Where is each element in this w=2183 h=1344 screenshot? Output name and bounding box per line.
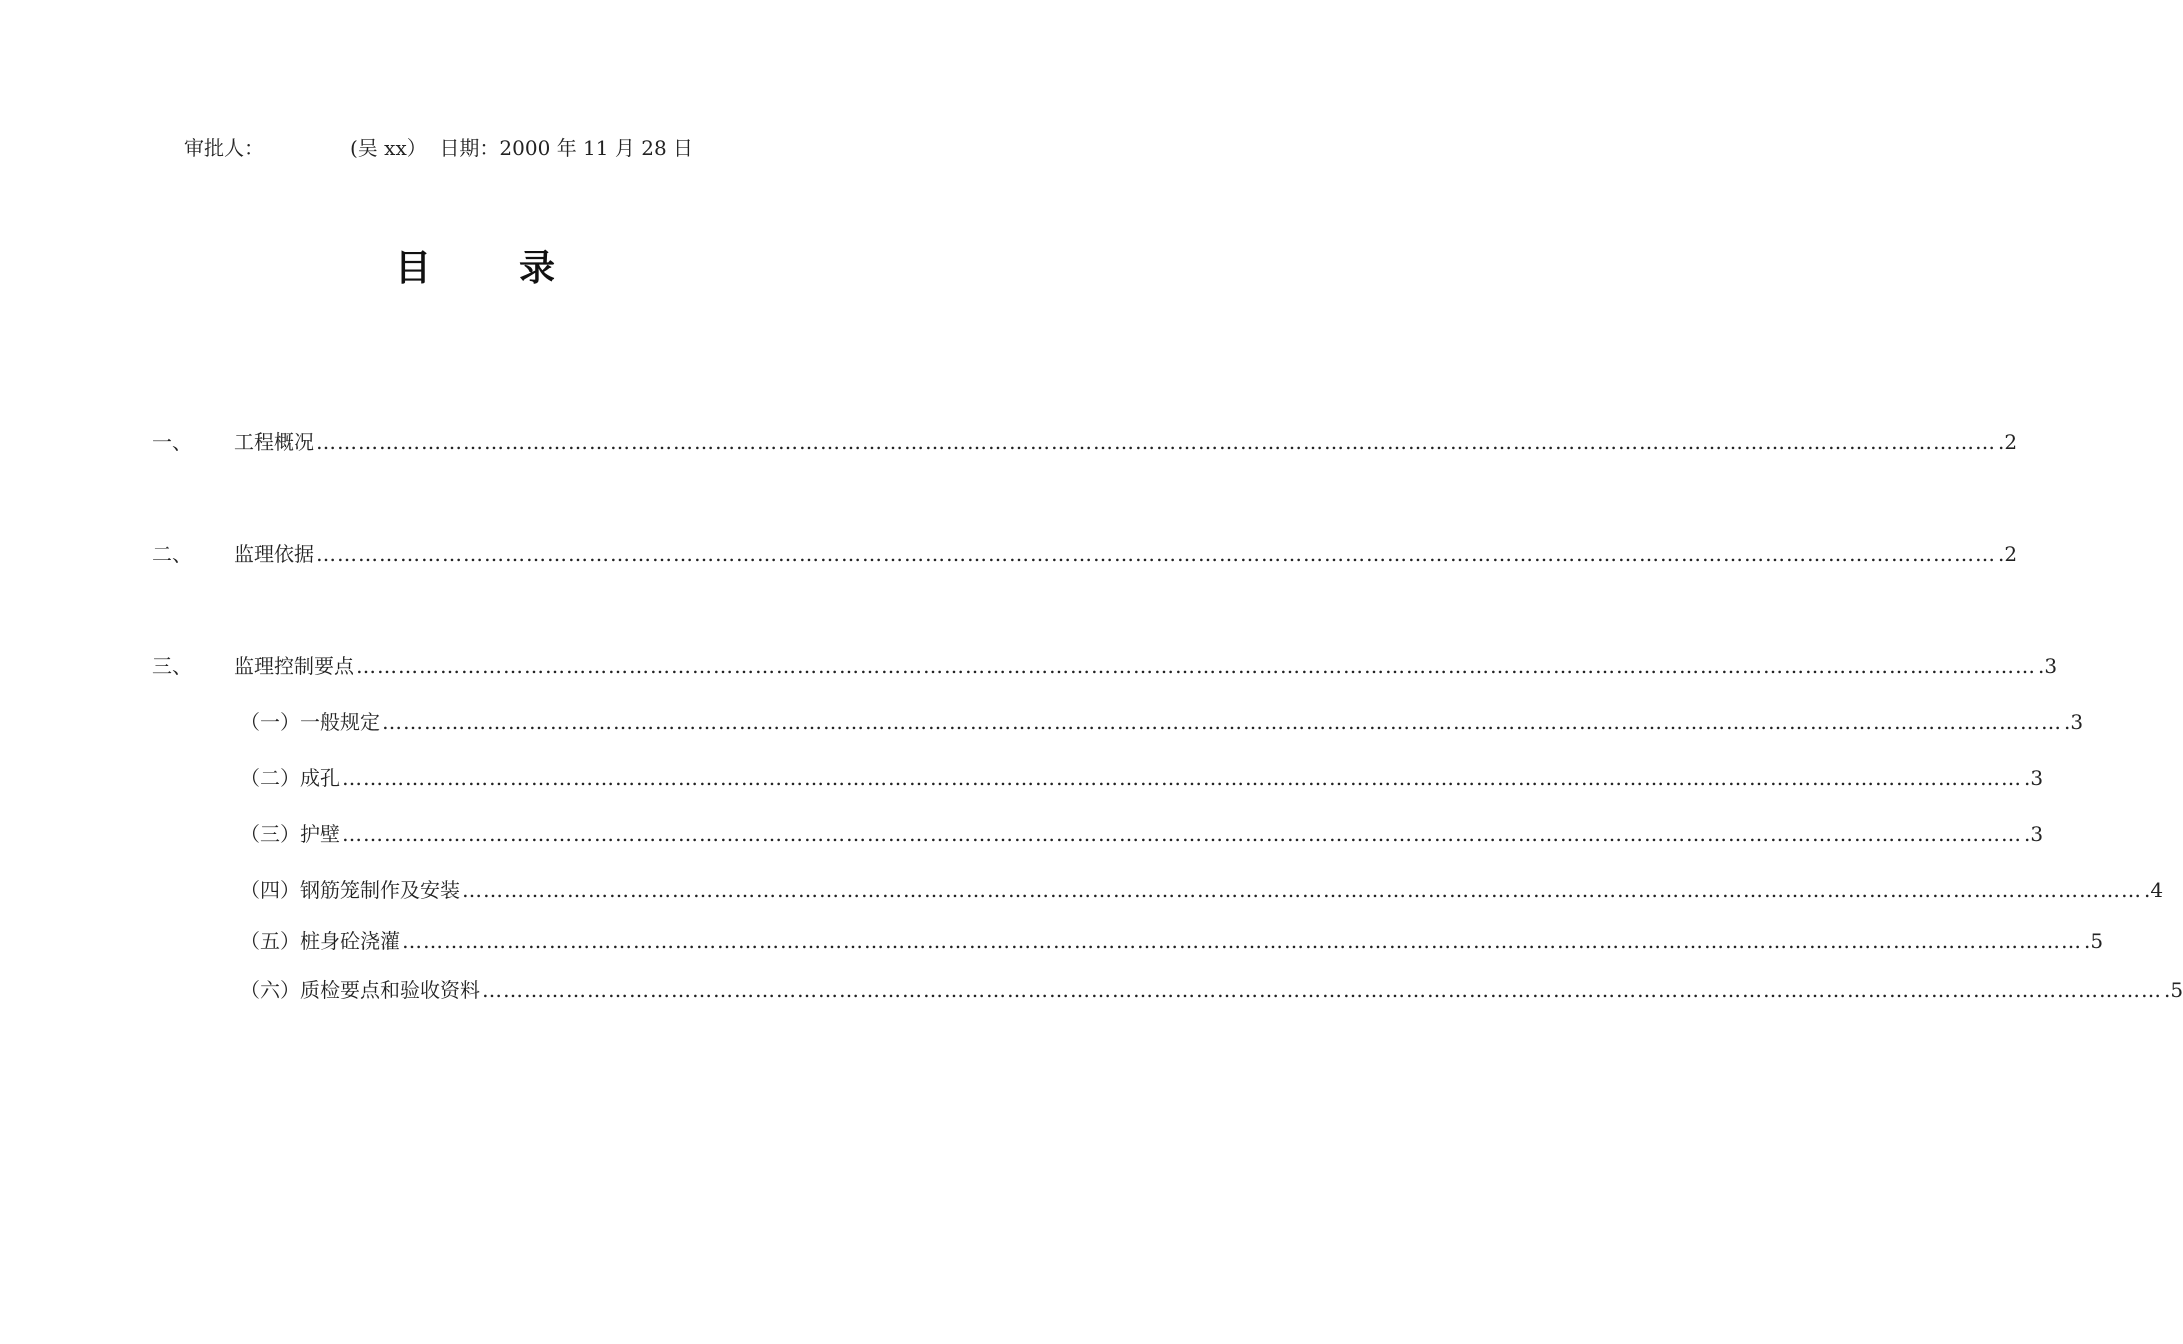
- toc-entry-number: 二、: [152, 542, 192, 566]
- toc-leader-dots: ……………………………………………………………………………………………………………………………………………………………………………………………………………………: [316, 542, 1996, 566]
- toc-entry-2[interactable]: [0, 538, 2018, 568]
- toc-subentry-3[interactable]: [0, 818, 2044, 848]
- toc-leader-dots: ……………………………………………………………………………………………………………………………………………………………………………………………………………………: [316, 430, 1996, 454]
- toc-leader-dots: ……………………………………………………………………………………………………………………………………………………………………………………………………………………: [402, 929, 2082, 953]
- toc-entry-number: 三、: [152, 654, 192, 678]
- toc-leader-dots: ……………………………………………………………………………………………………………………………………………………………………………………………………………………: [342, 822, 2022, 846]
- toc-entry-page: .2: [1998, 542, 2018, 566]
- toc-entry-3[interactable]: [0, 650, 2058, 680]
- toc-leader-dots: ……………………………………………………………………………………………………………………………………………………………………………………………………………………: [356, 654, 2036, 678]
- toc-entry-page: .2: [1998, 430, 2018, 454]
- toc-subentry-text: （一）一般规定: [240, 710, 380, 734]
- toc-subentry-text: （四）钢筋笼制作及安装: [240, 878, 460, 902]
- toc-title-char-1: 目: [394, 248, 431, 289]
- toc-subentry-1[interactable]: [0, 706, 2084, 736]
- toc-subentry-text: （三）护壁: [240, 822, 340, 846]
- approver-name: (吴 xx）: [350, 136, 427, 160]
- toc-subentry-5[interactable]: [0, 925, 2104, 955]
- toc-entry-text: 工程概况: [234, 430, 314, 454]
- toc-subentry-text: （五）桩身砼浇灌: [240, 929, 400, 953]
- toc-leader-dots: ……………………………………………………………………………………………………………………………………………………………………………………………………………………: [462, 878, 2142, 902]
- toc-leader-dots: ……………………………………………………………………………………………………………………………………………………………………………………………………………………: [382, 710, 2062, 734]
- approver-label: 审批人：: [184, 136, 264, 160]
- toc-subentry-page: .4: [2144, 878, 2164, 902]
- toc-subentry-6[interactable]: [0, 974, 2183, 1004]
- toc-entry-1[interactable]: [0, 426, 2018, 456]
- toc-entry-page: .3: [2038, 654, 2058, 678]
- toc-subentry-page: .5: [2084, 929, 2104, 953]
- toc-leader-dots: ……………………………………………………………………………………………………………………………………………………………………………………………………………………: [342, 766, 2022, 790]
- approval-line: [184, 132, 693, 161]
- toc-entry-number: 一、: [152, 430, 192, 454]
- toc-subentry-text: （六）质检要点和验收资料: [240, 978, 480, 1002]
- toc-entry-text: 监理依据: [234, 542, 314, 566]
- toc-subentry-page: .5: [2164, 978, 2183, 1002]
- toc-subentry-page: .3: [2024, 766, 2044, 790]
- approval-date: 日期：2000 年 11 月 28 日: [439, 136, 694, 160]
- toc-title-char-2: 录: [519, 248, 556, 289]
- toc-title: [0, 240, 950, 291]
- toc-subentry-page: .3: [2024, 822, 2044, 846]
- toc-leader-dots: ……………………………………………………………………………………………………………………………………………………………………………………………………………………: [482, 978, 2162, 1002]
- toc-entry-text: 监理控制要点: [234, 654, 354, 678]
- toc-subentry-2[interactable]: [0, 762, 2044, 792]
- toc-subentry-4[interactable]: [0, 874, 2164, 904]
- toc-subentry-text: （二）成孔: [240, 766, 340, 790]
- toc-subentry-page: .3: [2064, 710, 2084, 734]
